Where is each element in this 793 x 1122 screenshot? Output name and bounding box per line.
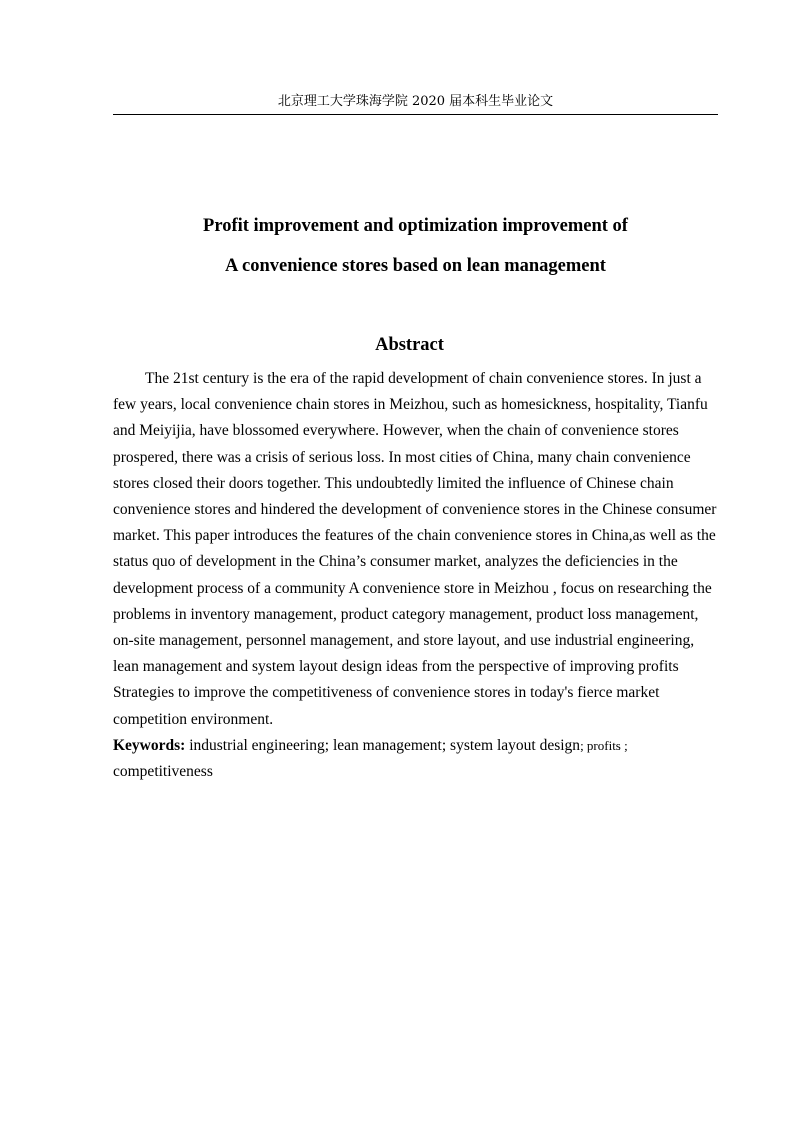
abstract-heading: Abstract xyxy=(375,335,444,355)
paper-title xyxy=(113,206,718,286)
keywords-main: industrial engineering; lean management; system layout design xyxy=(185,736,581,754)
abstract-section xyxy=(113,366,718,785)
abstract-paragraph: The 21st century is the era of the rapid development of chain convenience stores. In just a few years, local convenience chain stores in Meizhou, such as homesickness, hospitality, Tianfu and Meiyijia, have blossomed everywhere. However, when the chain of convenience stores prospered, there was a crisis of serious loss. In most cities of China, many chain convenience stores closed their doors together. This undoubtedly limited the influence of Chinese chain convenience stores and hindered the development of convenience stores in the Chinese consumer market. This paper introduces the features of the chain convenience stores in China,as well as the status quo of development in the China’s consumer market, analyzes the deficiencies in the development process of a community A convenience store in Meizhou , focus on researching the problems in inventory management, product category management, product loss management, on-site management, personnel management, and store layout, and use industrial engineering, lean management and system layout design ideas from the perspective of improving profits Strategies to improve the competitiveness of convenience stores in today's fierce market competition environment. xyxy=(113,370,717,728)
title-line-2: A convenience stores based on lean management xyxy=(225,256,606,276)
keywords-line xyxy=(113,733,718,785)
keywords-last: competitiveness xyxy=(113,763,213,781)
title-line-1: Profit improvement and optimization improvement of xyxy=(203,216,628,236)
header-rule xyxy=(113,114,718,115)
running-header: 北京理工大学珠海学院 2020 届本科生毕业论文 xyxy=(277,94,554,109)
keywords-label: Keywords: xyxy=(113,736,186,754)
keywords-small: ; profits ; xyxy=(580,737,628,753)
